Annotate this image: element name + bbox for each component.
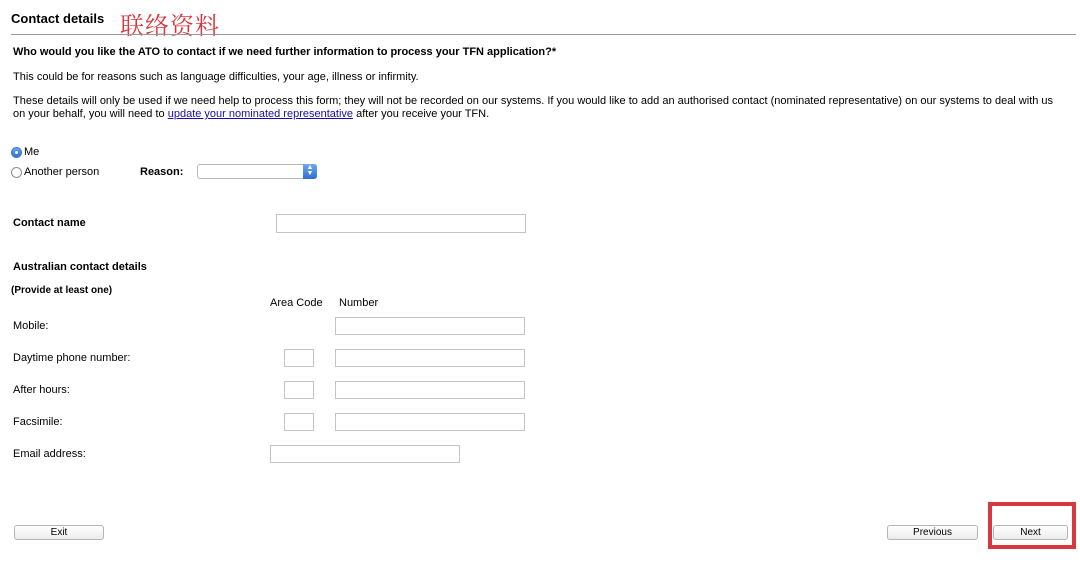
- mobile-number-input[interactable]: [335, 317, 525, 335]
- daytime-number-input[interactable]: [335, 349, 525, 367]
- next-highlight-box: [988, 502, 1076, 549]
- reasons-text: This could be for reasons such as language difficulties, your age, illness or infirmity.: [13, 71, 419, 83]
- email-input[interactable]: [270, 445, 460, 463]
- facsimile-number-input[interactable]: [335, 413, 525, 431]
- radio-label-me: Me: [24, 146, 40, 158]
- header-divider: [11, 34, 1076, 35]
- contact-question: Who would you like the ATO to contact if we need further information to process your TFN application?*: [13, 46, 557, 58]
- email-label: Email address:: [13, 448, 86, 460]
- contact-name-label: Contact name: [13, 217, 86, 229]
- provide-note: (Provide at least one): [11, 285, 113, 296]
- radio-button-another-person[interactable]: [11, 167, 22, 178]
- chinese-annotation: 联络资料: [120, 12, 220, 40]
- reason-label: Reason:: [140, 166, 184, 178]
- mobile-label: Mobile:: [13, 320, 49, 332]
- after-hours-area-code-input[interactable]: [284, 381, 314, 399]
- exit-button[interactable]: Exit: [14, 525, 104, 540]
- previous-button[interactable]: Previous: [887, 525, 978, 540]
- daytime-area-code-input[interactable]: [284, 349, 314, 367]
- after-hours-label: After hours:: [13, 384, 70, 396]
- radio-button-me[interactable]: [11, 147, 22, 158]
- usage-text: [13, 95, 1079, 121]
- facsimile-area-code-input[interactable]: [284, 413, 314, 431]
- facsimile-label: Facsimile:: [13, 416, 63, 428]
- reason-select[interactable]: [197, 164, 317, 179]
- contact-name-input[interactable]: [276, 214, 526, 233]
- usage-line-1: These details will only be used if we need help to process this form; they will not be recorded on our systems. If you would like to add an authorised contact (nominated representative) on our systems to deal with us: [13, 95, 1054, 107]
- area-code-header: Area Code: [270, 297, 323, 309]
- number-header: Number: [339, 297, 379, 309]
- daytime-phone-label: Daytime phone number:: [13, 352, 131, 364]
- after-hours-number-input[interactable]: [335, 381, 525, 399]
- radio-option-me[interactable]: [11, 146, 39, 158]
- usage-line-2-pre: on your behalf, you will need to: [13, 108, 168, 120]
- radio-label-another-person: Another person: [24, 166, 100, 178]
- section-title: Contact details: [11, 11, 105, 26]
- update-nominated-representative-link[interactable]: update your nominated representative: [167, 108, 354, 120]
- australian-contact-heading: Australian contact details: [13, 261, 147, 273]
- next-button[interactable]: Next: [993, 525, 1068, 540]
- usage-line-2-post: after you receive your TFN.: [353, 108, 490, 120]
- select-arrows-icon: ▲ ▼: [303, 164, 317, 179]
- radio-option-another-person[interactable]: [11, 166, 99, 178]
